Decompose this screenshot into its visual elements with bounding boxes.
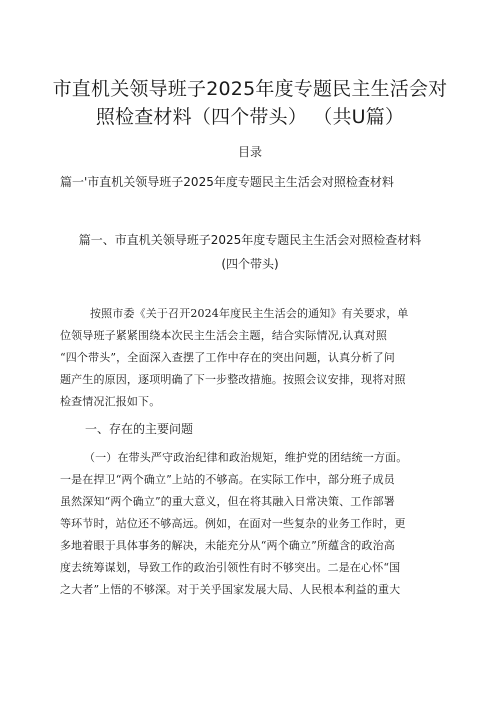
toc-heading: 目录 xyxy=(237,145,262,159)
intro-line: 题产生的原因，逐项明确了下一步整改措施。按照会议安排，现将对照 xyxy=(60,373,406,386)
body-line: 之大者”上悟的不够深。对于关乎国家发展大局、人民根本利益的重大 xyxy=(60,583,401,596)
intro-line: 检查情况汇报如下。 xyxy=(60,395,161,408)
body-line: 等环节时，站位还不够高远。例如，在面对一些复杂的业务工作时，更 xyxy=(60,517,406,530)
section-heading-line-2: (四个带头) xyxy=(221,257,279,271)
intro-line: 按照市委《关于召开2024年度民主生活会的通知》有关要求，单 xyxy=(90,307,409,320)
toc-item-1[interactable]: 篇一'市直机关领导班子2025年度专题民主生活会对照检查材料 xyxy=(60,175,394,189)
document-title-line-2: 照检查材料（四个带头） （共U篇） xyxy=(95,106,405,128)
section-heading-line-1: 篇一、市直机关领导班子2025年度专题民主生活会对照检查材料 xyxy=(78,233,422,247)
body-line: 一是在捍卫“两个确立”上站的不够高。在实际工作中，部分班子成员 xyxy=(60,473,395,486)
intro-line: 位领导班子紧紧围绕本次民主生活会主题，结合实际情况,认真对照 xyxy=(60,329,387,342)
body-line: 度去统筹谋划，导致工作的政治引领性有时不够突出。二是在心怀“国 xyxy=(60,561,401,574)
body-line: 虽然深知“两个确立”的重大意义，但在将其融入日常决策、工作部署 xyxy=(60,495,395,508)
document-title-line-1: 市直机关领导班子2025年度专题民主生活会对 xyxy=(52,78,448,100)
body-line: （一）在带头严守政治纪律和政治规矩，维护党的团结统一方面。 xyxy=(84,451,408,464)
subheading-existing-problems: 一、存在的主要问题 xyxy=(85,422,194,436)
body-line: 多地着眼于具体事务的解决，未能充分从“两个确立”所蕴含的政治高 xyxy=(60,539,395,552)
intro-line: “四个带头”，全面深入查摆了工作中存在的突出问题，认真分析了问 xyxy=(60,351,395,364)
